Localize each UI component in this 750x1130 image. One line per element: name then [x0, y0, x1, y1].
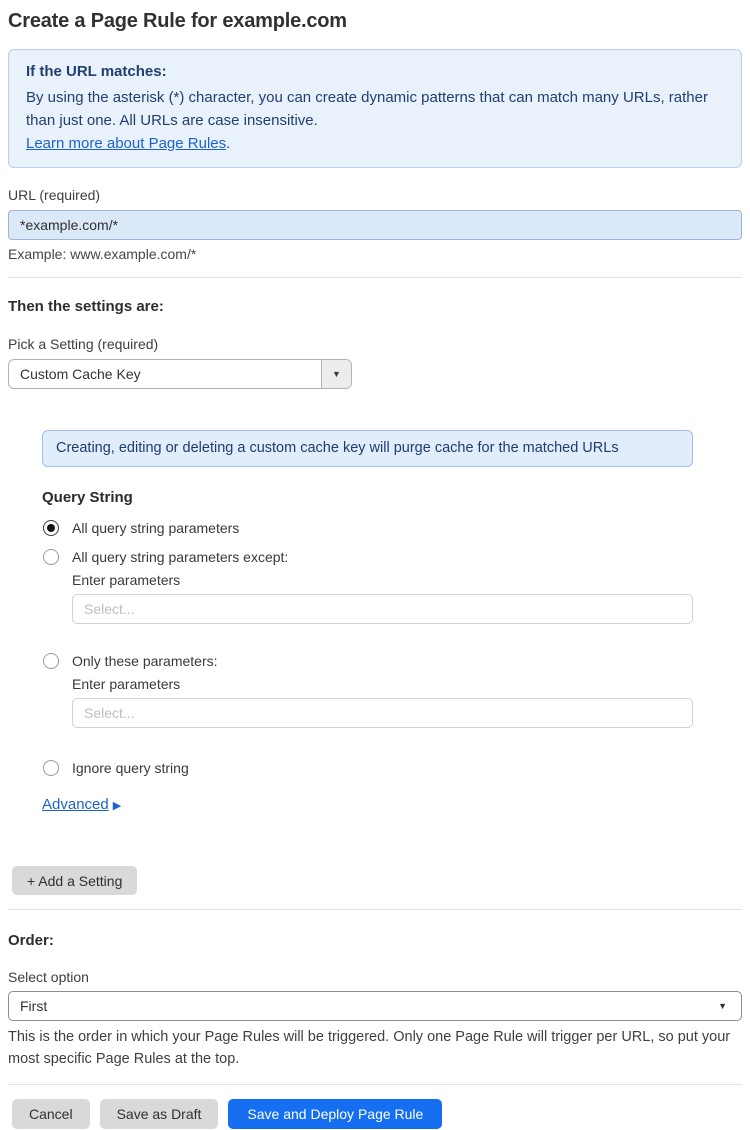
radio-button-icon[interactable]	[43, 520, 59, 536]
enter-parameters-label: Enter parameters	[72, 676, 181, 692]
add-setting-button[interactable]: + Add a Setting	[12, 866, 137, 895]
radio-button-icon[interactable]	[43, 760, 59, 776]
except-parameters-input[interactable]	[72, 594, 693, 624]
caret-right-icon[interactable]: ▶	[112, 800, 122, 812]
setting-dropdown[interactable]	[8, 359, 352, 389]
order-select[interactable]	[8, 991, 742, 1021]
radio-all-query-params-except[interactable]	[42, 547, 693, 567]
order-section-heading: Order:	[8, 932, 54, 949]
radio-label[interactable]: All query string parameters	[72, 519, 240, 536]
divider	[8, 277, 742, 278]
page-title: Create a Page Rule for example.com	[8, 10, 347, 32]
divider	[8, 1084, 742, 1085]
radio-button-icon[interactable]	[43, 549, 59, 565]
cancel-button[interactable]: Cancel	[12, 1099, 90, 1129]
except-parameters-field	[72, 572, 693, 624]
radio-only-these-params[interactable]	[42, 651, 693, 671]
advanced-link[interactable]: Advanced	[42, 796, 109, 813]
only-parameters-input[interactable]	[72, 698, 693, 728]
info-box-body: By using the asterisk (*) character, you can create dynamic patterns that can match many URLs, rather than just one. All URLs are case insensitive.	[26, 89, 708, 129]
url-match-info-box	[8, 49, 742, 168]
info-box-link-line	[26, 132, 724, 155]
radio-all-query-params[interactable]	[42, 518, 693, 538]
save-deploy-button[interactable]: Save and Deploy Page Rule	[228, 1099, 442, 1129]
url-field-label: URL (required)	[8, 187, 101, 203]
order-select-value: First	[20, 998, 48, 1014]
cache-purge-notice: Creating, editing or deleting a custom cache key will purge cache for the matched URLs	[42, 430, 693, 467]
setting-detail-panel	[42, 430, 693, 815]
radio-ignore-query-string[interactable]	[42, 758, 693, 778]
radio-button-icon[interactable]	[43, 653, 59, 669]
divider	[8, 909, 742, 910]
chevron-down-icon[interactable]: ▼	[321, 360, 351, 388]
save-draft-button[interactable]: Save as Draft	[100, 1099, 219, 1129]
setting-dropdown-value: Custom Cache Key	[20, 366, 141, 382]
enter-parameters-label: Enter parameters	[72, 572, 181, 588]
radio-label[interactable]: Ignore query string	[72, 759, 189, 776]
info-box-heading: If the URL matches:	[26, 63, 167, 80]
settings-section-heading: Then the settings are:	[8, 298, 164, 315]
order-help-text: This is the order in which your Page Rules will be triggered. Only one Page Rule will trigger per URL, so put your most specific Page Rules at the top.	[8, 1029, 731, 1067]
radio-label[interactable]: All query string parameters except:	[72, 548, 289, 565]
pick-setting-label: Pick a Setting (required)	[8, 336, 159, 352]
query-string-heading: Query String	[42, 489, 133, 506]
order-select-label: Select option	[8, 969, 89, 985]
radio-label[interactable]: Only these parameters:	[72, 652, 218, 669]
only-parameters-field	[72, 676, 693, 728]
url-input[interactable]	[8, 210, 742, 240]
footer-actions	[12, 1099, 742, 1129]
chevron-down-icon: ▼	[718, 1001, 727, 1011]
advanced-section-toggle[interactable]	[42, 796, 693, 815]
learn-more-link[interactable]: Learn more about Page Rules	[26, 135, 227, 152]
url-field-example: Example: www.example.com/*	[8, 246, 197, 262]
link-period: .	[226, 135, 231, 152]
